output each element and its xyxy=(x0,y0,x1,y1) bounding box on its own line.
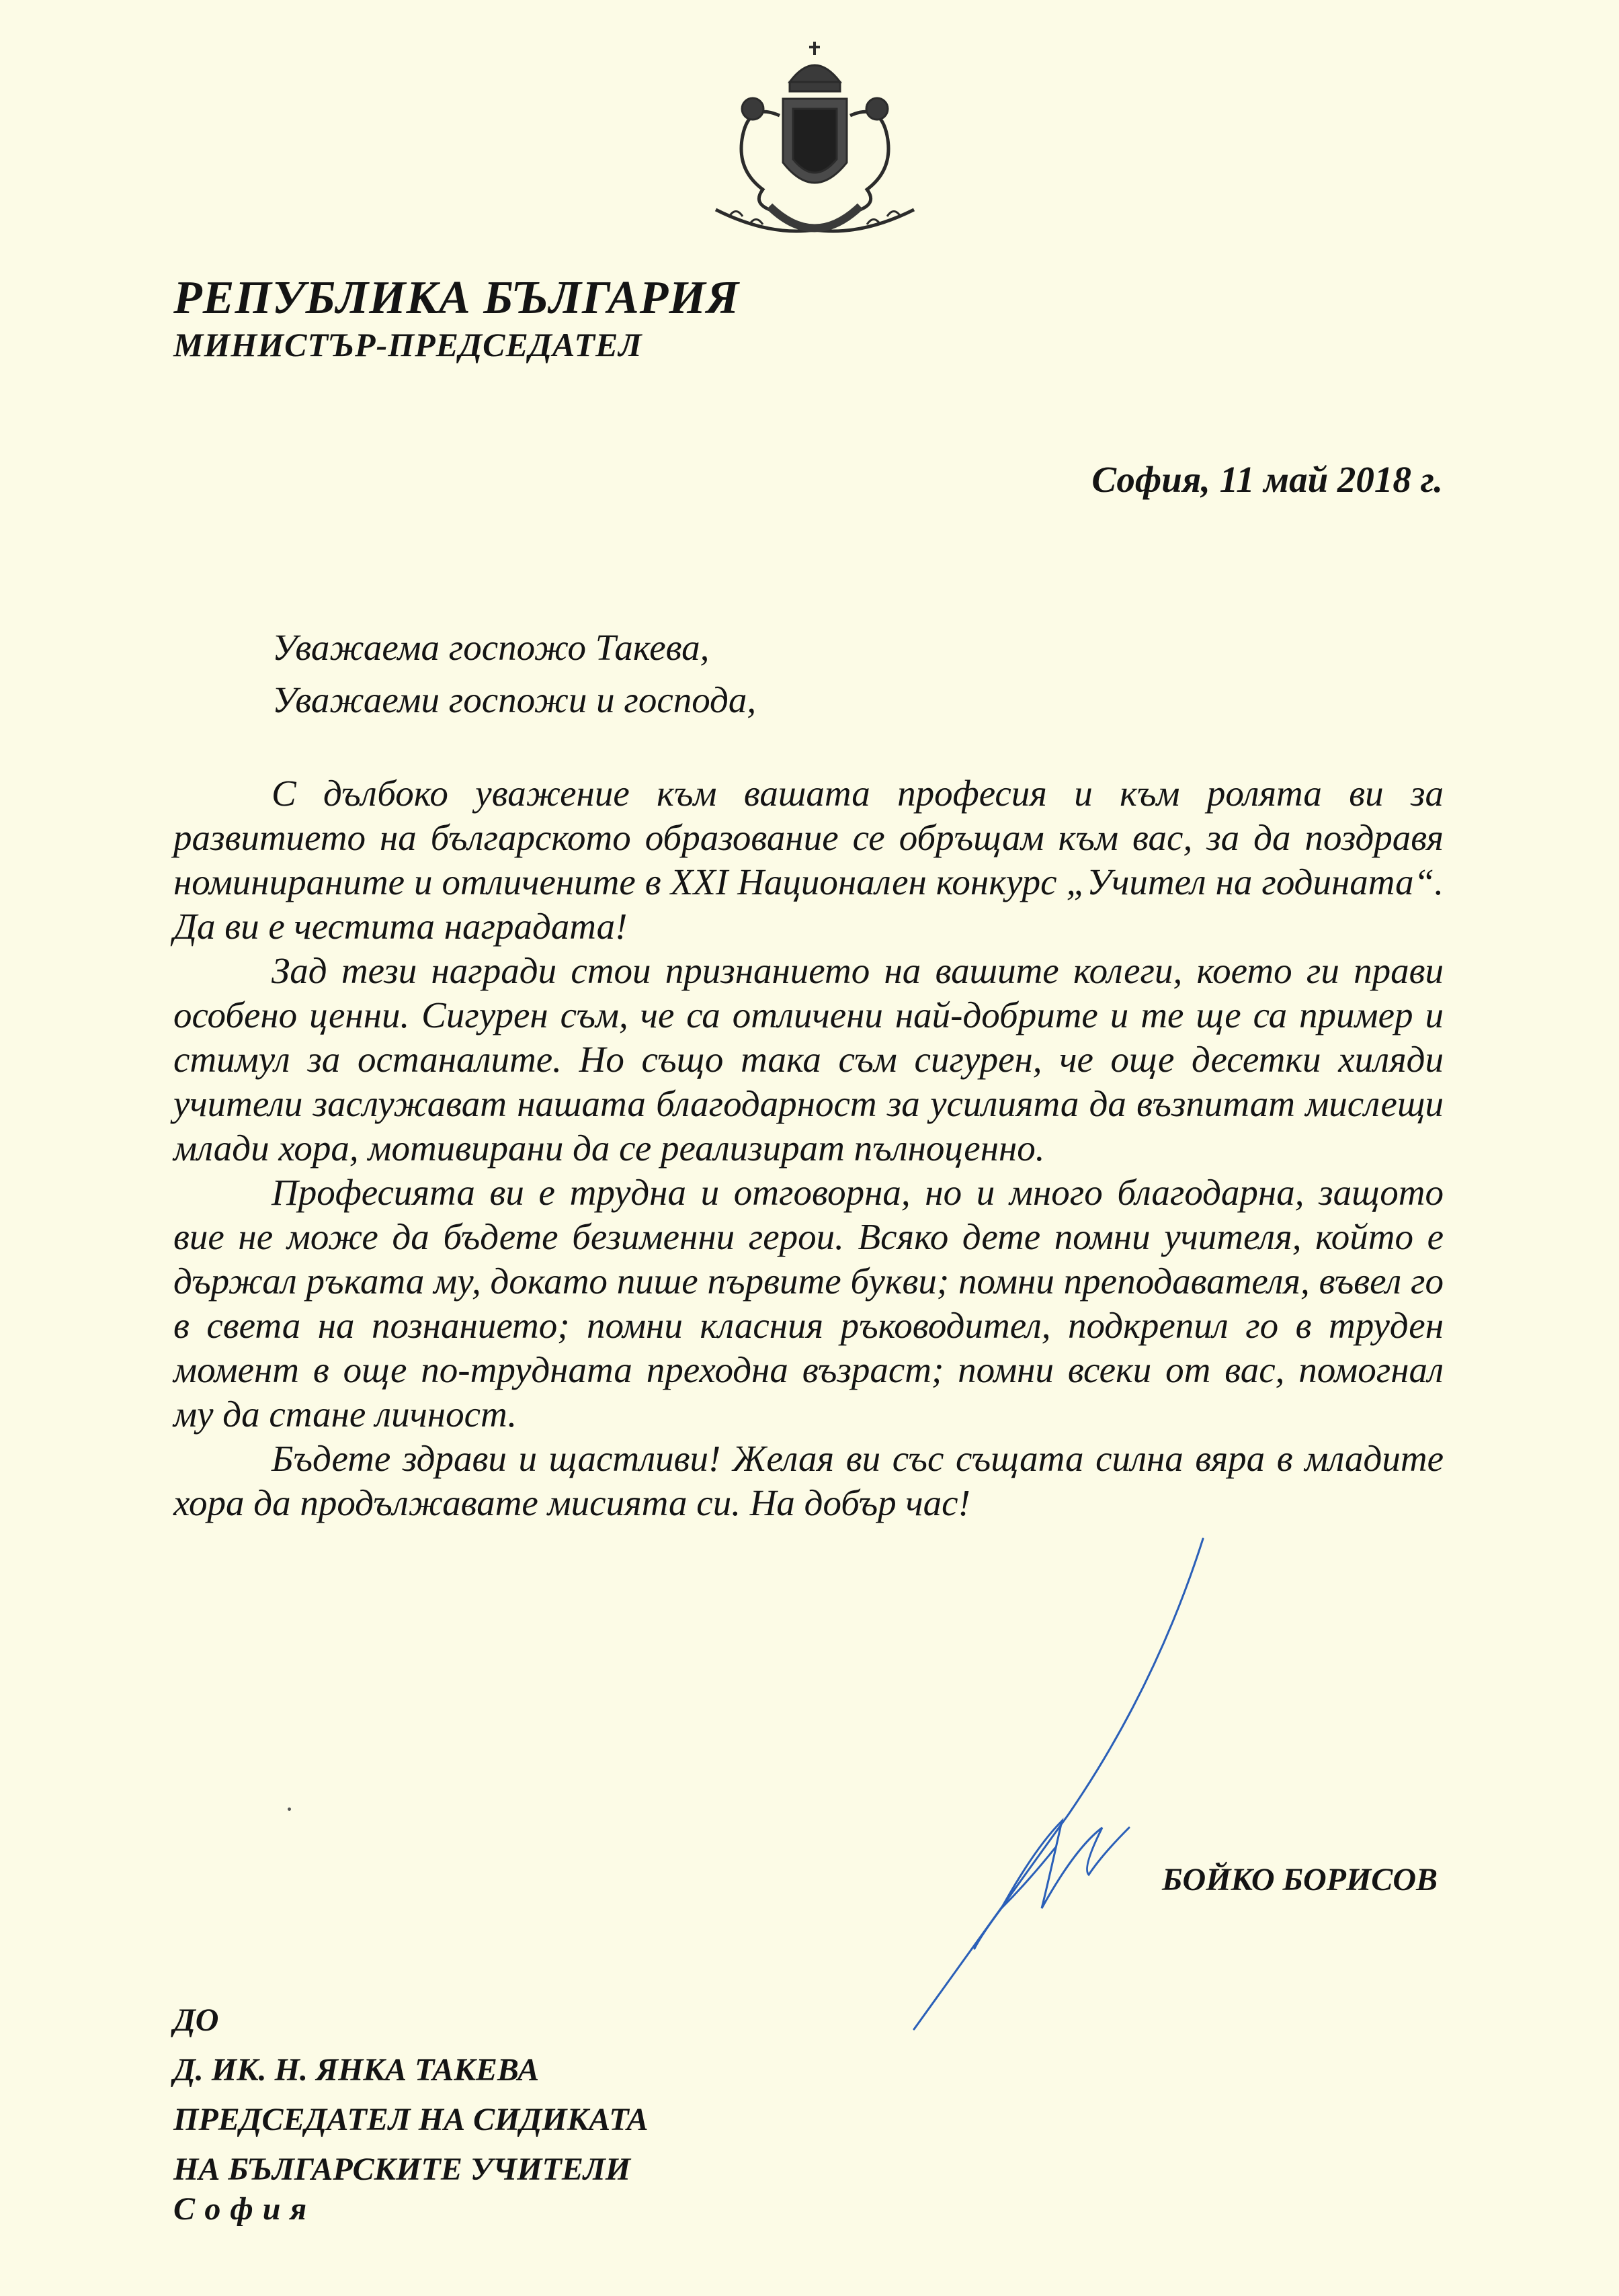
salutation-line-1: Уважаема госпожо Такева, xyxy=(272,627,710,668)
recipient-title-2: НА БЪЛГАРСКИТЕ УЧИТЕЛИ xyxy=(173,2152,631,2187)
date-line: София, 11 май 2018 г. xyxy=(1091,459,1443,500)
coat-of-arms-icon xyxy=(689,35,941,250)
handwritten-signature xyxy=(901,1532,1223,2043)
salutation-line-2: Уважаеми госпожи и господа, xyxy=(272,679,757,720)
paragraph-2: Зад тези награди стои признанието на вашите колеги, което ги прави особено ценни. Сигурен съм, че са отличени най-добрите и те ще са пример и стимул за останалите. Но също така съм сигурен, че още десетки хиляди учители заслужават нашата благодарност за усилията да възпитат мислещи млади хора, мотивирани да се реализират пълноценно. xyxy=(173,950,1444,1168)
recipient-to: ДО xyxy=(173,2002,219,2038)
recipient-city: София xyxy=(173,2191,317,2227)
paper-speck xyxy=(288,1808,291,1811)
signatory-name: БОЙКО БОРИСОВ xyxy=(1162,1862,1438,1898)
salutation xyxy=(272,622,756,726)
letter-body xyxy=(173,771,1444,1525)
paragraph-4: Бъдете здрави и щастливи! Желая ви със същата силна вяра в младите хора да продължавате мисията си. На добър час! xyxy=(173,1438,1444,1523)
header-country: РЕПУБЛИКА БЪЛГАРИЯ xyxy=(173,272,740,324)
recipient-name: Д. ИК. Н. ЯНКА ТАКЕВА xyxy=(173,2052,540,2088)
paragraph-3: Професията ви е трудна и отговорна, но и много благодарна, защото вие не може да бъдете безименни герои. Всяко дете помни учителя, който е държал ръката му, докато пише първите букви; помни преподавателя, въвел го в света на познанието; помни класния ръководител, подкрепил го в труден момент в още по-трудната преходна възраст; помни всеки от вас, помогнал му да стане личност. xyxy=(173,1172,1444,1435)
recipient-block xyxy=(173,1996,649,2195)
header-office: МИНИСТЪР-ПРЕДСЕДАТЕЛ xyxy=(173,326,642,364)
paragraph-1: С дълбоко уважение към вашата професия и към ролята ви за развитието на българското образование се обръщам към вас, за да поздравя номинираните и отличените в XXI Национален конкурс „Учител на годината“. Да ви е честита наградата! xyxy=(173,773,1444,947)
recipient-title-1: ПРЕДСЕДАТЕЛ НА СИДИКАТА xyxy=(173,2102,649,2137)
